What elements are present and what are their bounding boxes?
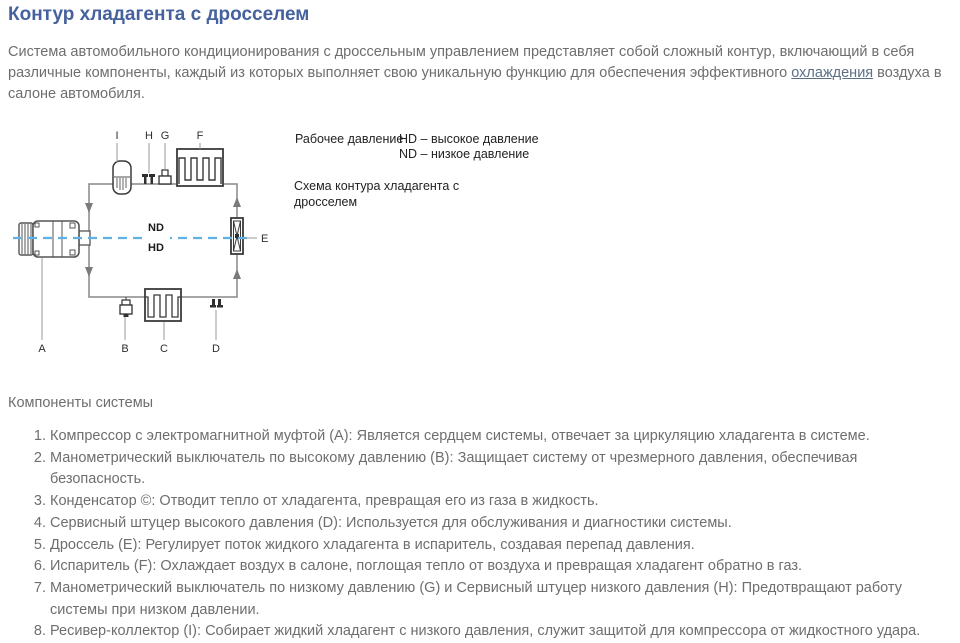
label-evaporator-f: F xyxy=(196,130,204,142)
refrigerant-circuit-diagram xyxy=(8,121,952,367)
label-switch-h: H xyxy=(145,130,153,142)
high-pressure-switch-shape xyxy=(120,297,132,317)
flow-arrow-up-icon xyxy=(233,197,241,207)
component-item-high-pressure-port: 4. Сервисный штуцер высокого давления (D): Используется для обслуживания и диагностики системы. xyxy=(50,513,952,535)
component-item-receiver: 8. Ресивер-коллектор (I): Собирает жидкий хладагент с низкого давления, служит защитой для компрессора от жидкостного удара. xyxy=(50,621,952,643)
hd-legend-label: HD – высокое давление xyxy=(399,132,539,146)
intro-paragraph xyxy=(8,42,952,105)
component-item-high-pressure-switch: 2. Манометрический выключатель по высокому давлению (B): Защищает систему от чрезмерного давления, обеспечивая безопасность. xyxy=(50,448,952,491)
nd-zone-label: ND xyxy=(148,222,164,234)
label-port-g: G xyxy=(160,130,170,142)
label-compressor-a: A xyxy=(38,343,46,355)
intro-text-after: воздуха в салоне автомобиля. xyxy=(8,65,942,102)
component-item-compressor: 1. Компрессор с электромагнитной муфтой (A): Является сердцем системы, отвечает за циркуляцию хладагента в системе. xyxy=(50,426,952,448)
high-pressure-service-port-shape xyxy=(210,299,223,308)
label-receiver-i: I xyxy=(115,130,119,142)
nd-legend-label: ND – низкое давление xyxy=(399,147,530,161)
flow-arrow-up-icon xyxy=(233,269,241,279)
components-heading: Компоненты системы xyxy=(8,395,154,411)
label-condenser-c: C xyxy=(160,343,168,355)
circuit-diagram-svg xyxy=(8,121,638,367)
label-switch-b: B xyxy=(121,343,129,355)
low-pressure-service-port-shape xyxy=(159,170,171,184)
condenser-coil-shape xyxy=(145,289,181,321)
intro-text-before: Система автомобильного кондиционирования с дроссельным управлением представляет собой сложный контур, включающий в себя различные компоненты, каждый из которых выполняет свою уникальную функцию для обеспечения эффективного xyxy=(8,44,915,81)
component-item-evaporator: 6. Испаритель (F): Охлаждает воздух в салоне, поглощая тепло от воздуха и превращая хладагент обратно в газ. xyxy=(50,556,952,578)
receiver-drier-shape xyxy=(113,161,131,194)
flow-arrow-down-icon xyxy=(85,203,93,213)
dashed-line-gap xyxy=(145,233,170,242)
label-port-d: D xyxy=(212,343,220,355)
diagram-caption-line2: дросселем xyxy=(294,195,358,209)
evaporator-coil-shape xyxy=(177,149,223,186)
cooling-link[interactable]: охлаждения xyxy=(791,65,874,81)
component-item-throttle: 5. Дроссель (E): Регулирует поток жидкого хладагента в испаритель, создавая перепад давления. xyxy=(50,535,952,557)
throttle-orifice-shape xyxy=(231,218,243,254)
component-item-condenser: 3. Конденсатор ©: Отводит тепло от хладагента, превращая его из газа в жидкость. xyxy=(50,491,952,513)
component-item-low-pressure-devices: 7. Манометрический выключатель по низкому давлению (G) и Сервисный штуцер низкого давления (H): Предотвращают работу системы при низком давлении. xyxy=(50,578,952,621)
working-pressure-label: Рабочее давление xyxy=(295,132,404,146)
label-throttle-e: E xyxy=(261,233,269,245)
components-list xyxy=(8,426,952,643)
hd-zone-label: HD xyxy=(148,242,164,254)
flow-arrow-down-icon xyxy=(85,267,93,277)
diagram-caption-line1: Схема контура хладагента с xyxy=(294,179,460,193)
page-title: Контур хладагента с дросселем xyxy=(8,4,310,25)
low-pressure-switch-shape xyxy=(142,174,155,184)
